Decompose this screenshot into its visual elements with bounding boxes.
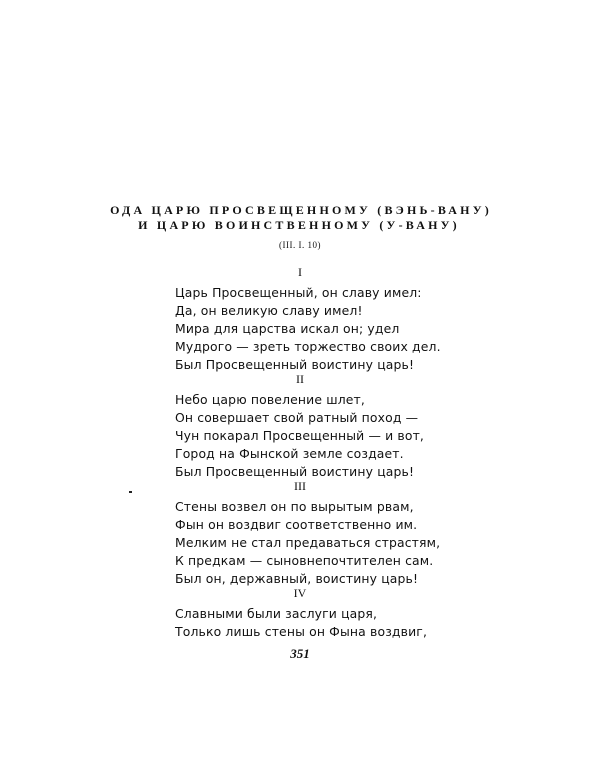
verse-line: Чун покарал Просвещенный — и вот, <box>175 428 425 443</box>
verse-line: Город на Фынской земле создает. <box>175 446 404 461</box>
stanza-numeral-3: III <box>294 479 306 493</box>
poem-title-line-1: ОДА ЦАРЮ ПРОСВЕЩЕННОМУ (ВЭНЬ-ВАНУ) <box>110 203 492 217</box>
verse-line: Да, он великую славу имел! <box>175 303 363 318</box>
verse-line: Стены возвел он по вырытым рвам, <box>175 499 414 514</box>
verse-line: Мира для царства искал он; удел <box>175 321 400 336</box>
verse-line: Царь Просвещенный, он славу имел: <box>175 285 422 300</box>
stanza-numeral-4: IV <box>293 586 307 600</box>
verse-line: Только лишь стены он Фына воздвиг, <box>175 624 428 639</box>
verse-line: К предкам — сыновнепочтителен сам. <box>175 553 434 568</box>
verse-line: Был он, державный, воистину царь! <box>175 571 419 586</box>
page-number: 351 <box>290 646 310 661</box>
verse-line: Славными были заслуги царя, <box>175 606 378 621</box>
stanza-numeral-1: I <box>298 265 302 279</box>
poem-title-line-2: И ЦАРЮ ВОИНСТВЕННОМУ (У-ВАНУ) <box>138 218 460 232</box>
stanza-numeral-2: II <box>296 372 304 386</box>
verse-line: Фын он воздвиг соответственно им. <box>175 517 418 532</box>
verse-line: Он совершает свой ратный поход — <box>175 410 419 425</box>
verse-line: Мудрого — зреть торжество своих дел. <box>175 339 441 354</box>
verse-line: Мелким не стал предаваться страстям, <box>175 535 441 550</box>
verse-line: Небо царю повеление шлет, <box>175 392 366 407</box>
verse-line: Был Просвещенный воистину царь! <box>175 464 415 479</box>
verse-line: Был Просвещенный воистину царь! <box>175 357 415 372</box>
poem-reference: (III. I. 10) <box>279 240 321 250</box>
